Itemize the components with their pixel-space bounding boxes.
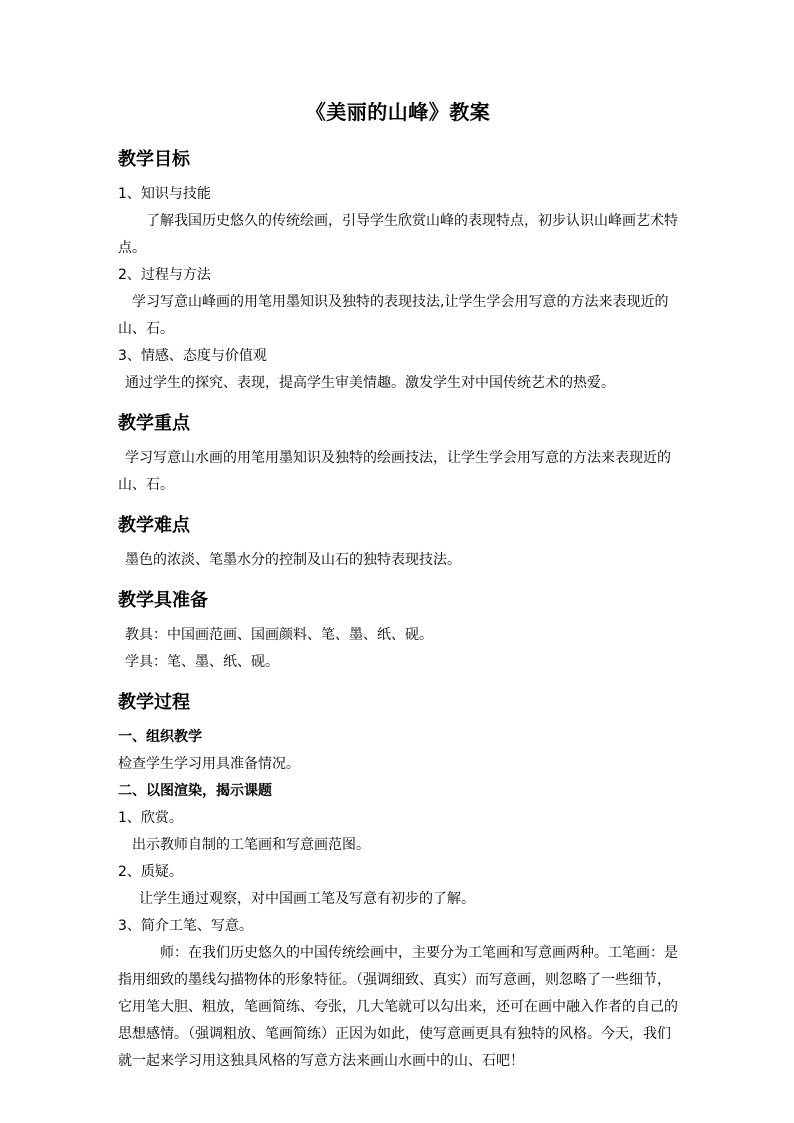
document-content xyxy=(118,96,678,1075)
materials-heading: 教学具准备 xyxy=(118,590,208,611)
difficulties-text: 墨色的浓淡、笔墨水分的控制及山石的独特表现技法。 xyxy=(125,552,461,568)
goal-2-text: 学习写意山峰画的用笔用墨知识及独特的表现技法,让学生学会用写意的方法来表现近的山、石。 xyxy=(118,294,669,337)
step2-item-3-label: 3、简介工笔、写意。 xyxy=(118,918,253,934)
goal-3-label: 3、情感、态度与价值观 xyxy=(118,348,267,364)
goals-heading: 教学目标 xyxy=(118,149,190,170)
step1-text: 检查学生学习用具准备情况。 xyxy=(118,756,300,772)
goal-1-label: 1、知识与技能 xyxy=(118,186,211,202)
goal-3-text: 通过学生的探究、表现，提高学生审美情趣。激发学生对中国传统艺术的热爱。 xyxy=(125,375,615,391)
materials-teacher: 教具：中国画范画、国画颜料、笔、墨、纸、砚。 xyxy=(125,627,433,643)
document-title: 《美丽的山峰》教案 xyxy=(305,100,491,124)
step2-item-1-label: 1、欣赏。 xyxy=(118,810,183,826)
difficulties-heading: 教学难点 xyxy=(118,515,190,536)
step1-title: 一、组织教学 xyxy=(118,729,202,745)
goal-1-text: 了解我国历史悠久的传统绘画，引导学生欣赏山峰的表现特点，初步认识山峰画艺术特点。 xyxy=(118,213,678,256)
step2-title: 二、以图渲染，揭示课题 xyxy=(118,783,272,799)
goal-2-label: 2、过程与方法 xyxy=(118,267,211,283)
step2-item-2-label: 2、质疑。 xyxy=(118,864,183,880)
step2-item-3-text: 师：在我们历史悠久的中国传统绘画中，主要分为工笔画和写意画两种。工笔画：是指用细致的墨线勾描物体的形象特征。（强调细致、真实）而写意画，则忽略了一些细节，它用笔大胆、粗放，笔画简练、夸张，几大笔就可以勾出来，还可在画中融入作者的自己的思想感情。（强调粗放、笔画简练）正因为如此，使写意画更具有独特的风格。今天，我们就一起来学习用这独具风格的写意方法来画山水画中的山、石吧！ xyxy=(118,945,678,1069)
key-points-heading: 教学重点 xyxy=(118,413,190,434)
step2-item-1-text: 出示教师自制的工笔画和写意画范图。 xyxy=(132,837,370,853)
key-points-text: 学习写意山水画的用笔用墨知识及独特的绘画技法，让学生学会用写意的方法来表现近的山、石。 xyxy=(118,450,671,493)
process-heading: 教学过程 xyxy=(118,692,190,713)
step2-item-2-text: 让学生通过观察，对中国画工笔及写意有初步的了解。 xyxy=(139,891,475,907)
materials-student: 学具：笔、墨、纸、砚。 xyxy=(125,654,279,670)
